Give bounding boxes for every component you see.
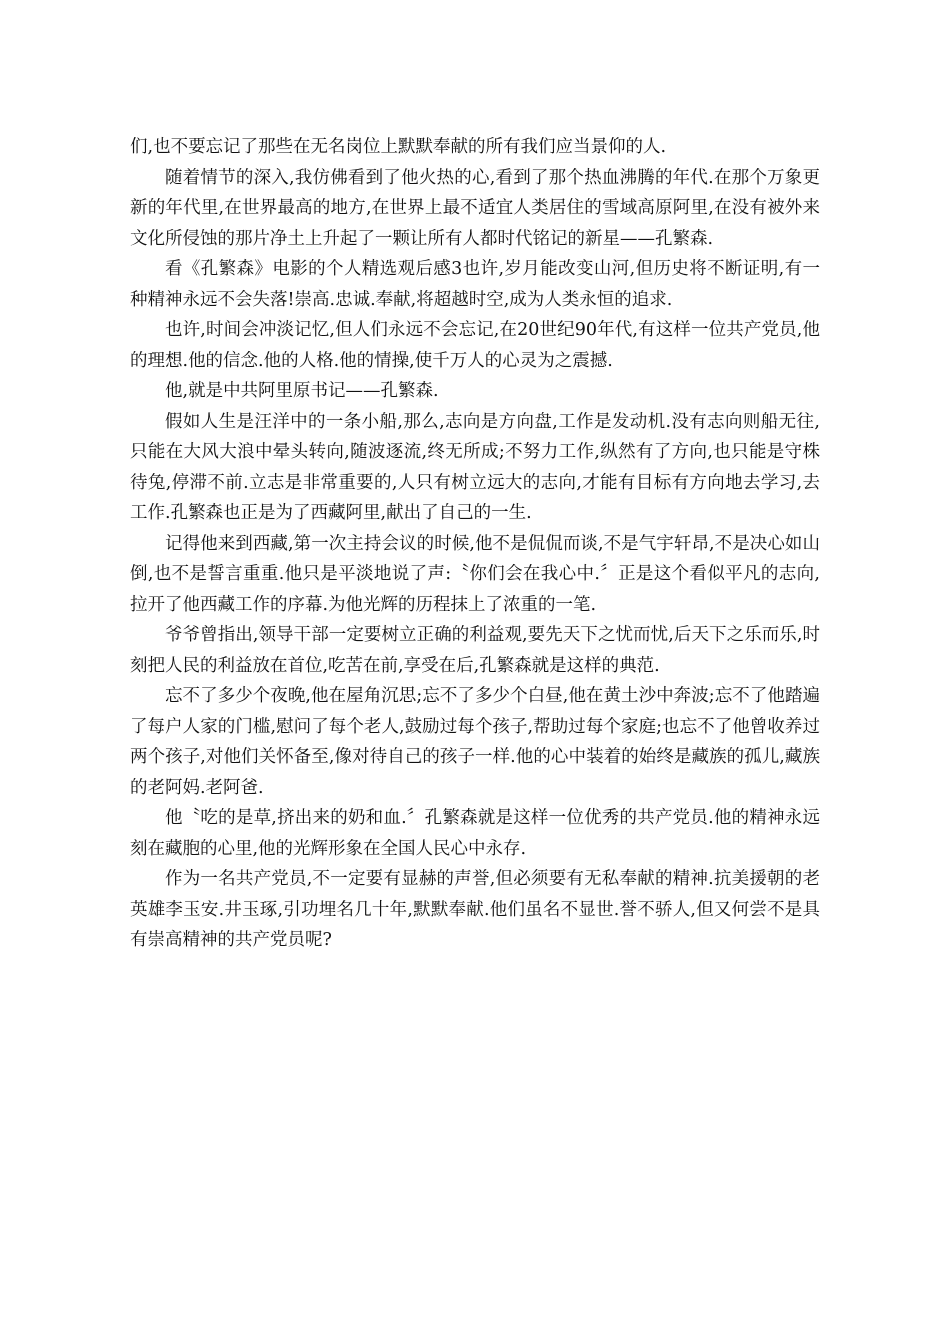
paragraph-1: 们,也不要忘记了那些在无名岗位上默默奉献的所有我们应当景仰的人. [130, 137, 667, 157]
paragraph-9: 忘不了多少个夜晚,他在屋角沉思;忘不了多少个白昼,他在黄土沙中奔波;忘不了他踏遍了每户人家的门槛,慰问了每个老人,鼓励过每个孩子,帮助过每个家庭;也忘不了他曾收养过两个孩子,对他们关怀备至,像对待自己的孩子一样.他的心中装着的始终是藏族的孤儿,藏族的老阿妈.老阿爸. [130, 686, 820, 798]
document-body [130, 132, 820, 956]
paragraph-4: 也许,时间会冲淡记忆,但人们永远不会忘记,在20世纪90年代,有这样一位共产党员,他的理想.他的信念.他的人格.他的情操,使千万人的心灵为之震撼. [130, 320, 820, 371]
paragraph-5: 他,就是中共阿里原书记——孔繁森. [165, 381, 439, 401]
paragraph-6: 假如人生是汪洋中的一条小船,那么,志向是方向盘,工作是发动机.没有志向则船无往,只能在大风大浪中晕头转向,随波逐流,终无所成;不努力工作,纵然有了方向,也只能是守株待兔,停滞不前.立志是非常重要的,人只有树立远大的志向,才能有目标有方向地去学习,去工作.孔繁森也正是为了西藏阿里,献出了自己的一生. [130, 411, 820, 523]
paragraph-7: 记得他来到西藏,第一次主持会议的时候,他不是侃侃而谈,不是气宇轩昂,不是决心如山倒,也不是誓言重重.他只是平淡地说了声:〝你们会在我心中.〞正是这个看似平凡的志向,拉开了他西藏工作的序幕.为他光辉的历程抹上了浓重的一笔. [130, 533, 820, 615]
paragraph-10: 他〝吃的是草,挤出来的奶和血.〞孔繁森就是这样一位优秀的共产党员.他的精神永远刻在藏胞的心里,他的光辉形象在全国人民心中永存. [130, 808, 820, 859]
paragraph-8: 爷爷曾指出,领导干部一定要树立正确的利益观,要先天下之忧而忧,后天下之乐而乐,时刻把人民的利益放在首位,吃苦在前,享受在后,孔繁森就是这样的典范. [130, 625, 820, 676]
paragraph-3: 看《孔繁森》电影的个人精选观后感3也许,岁月能改变山河,但历史将不断证明,有一种精神永远不会失落!崇高.忠诚.奉献,将超越时空,成为人类永恒的追求. [130, 259, 820, 310]
paragraph-11: 作为一名共产党员,不一定要有显赫的声誉,但必须要有无私奉献的精神.抗美援朝的老英雄李玉安.井玉琢,引功埋名几十年,默默奉献.他们虽名不显世.誉不骄人,但又何尝不是具有崇高精神的共产党员呢? [130, 869, 820, 950]
paragraph-2: 随着情节的深入,我仿佛看到了他火热的心,看到了那个热血沸腾的年代.在那个万象更新的年代里,在世界最高的地方,在世界上最不适宜人类居住的雪域高原阿里,在没有被外来文化所侵蚀的那片净土上升起了一颗让所有人都时代铭记的新星——孔繁森. [130, 167, 820, 249]
